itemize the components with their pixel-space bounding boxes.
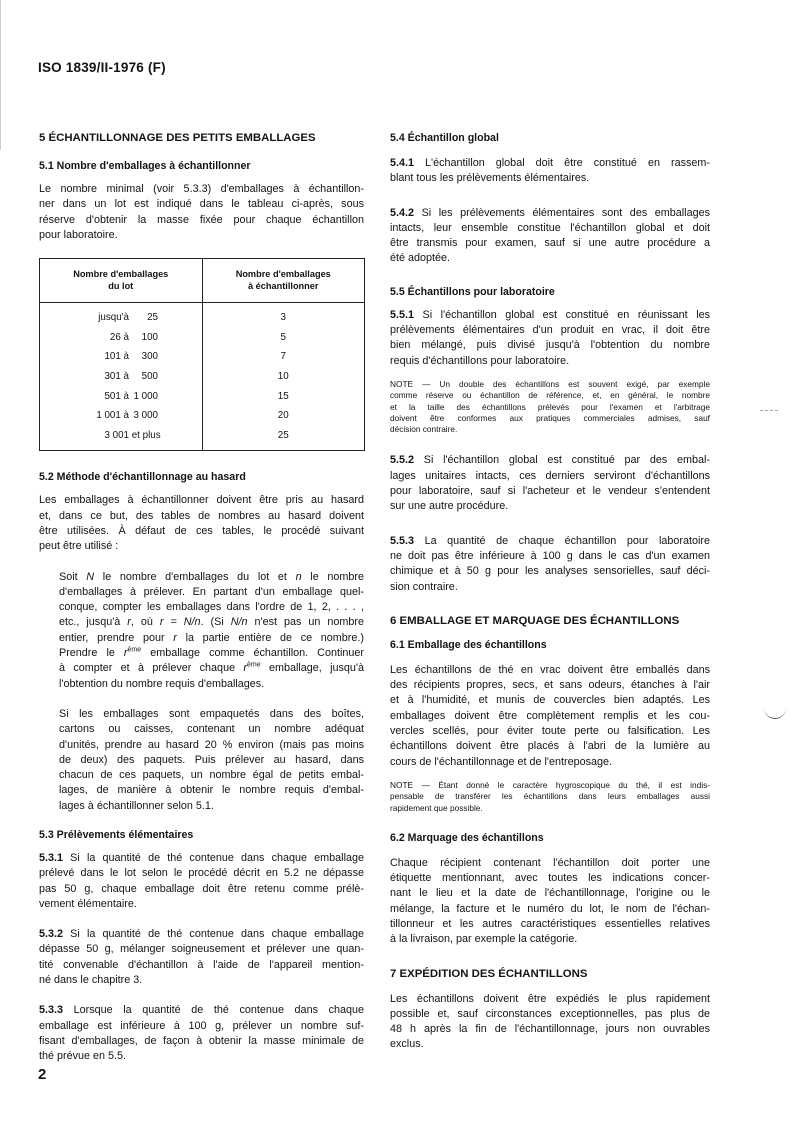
right-column bbox=[390, 132, 710, 1068]
paragraph-5-3-3: 5.3.3 Lorsque la quantité de thé contenue dans chaque emballage est inférieure à 100 g, prélever un nombre suf- fisant d'emballages, de façon à obtenir la masse minimale de thé prévue en 5.5. bbox=[39, 1004, 364, 1063]
table-cell: 15 bbox=[277, 390, 289, 402]
margin-mark bbox=[760, 410, 778, 412]
page-edge-line bbox=[0, 0, 1, 150]
section-5-1-heading: 5.1 Nombre d'emballages à échantillonner bbox=[39, 160, 251, 172]
table-cell: 1 001 à 3 000 bbox=[96, 410, 158, 422]
header-lot-size: Nombre d'emballages du lot bbox=[40, 259, 203, 302]
note-6-1: NOTE — Étant donné le caractère hygroscopique du thé, il est indis- pensable de transférer les échantillons dans leurs emballages aussi rapidement que possible. bbox=[390, 779, 710, 813]
table-cell: 501 à 1 000 bbox=[104, 390, 158, 402]
table-cell: 26 à 100 bbox=[109, 331, 158, 343]
margin-mark bbox=[764, 708, 786, 719]
paragraph-5-2-intro: Les emballages à échantillonner doivent être pris au hasard et, dans ce but, des tables de nombres au hasard doivent être utilisées. À défaut de ces tables, le procédé suivant peut être utilisé : bbox=[39, 494, 364, 553]
paragraph-7: Les échantillons doivent être expédiés le plus rapidement possible et, sauf circonstances exceptionnelles, pas plus de 48 h après la fin de l'échantillonnage, jours non ouvrables exclus. bbox=[390, 992, 710, 1051]
table-cell: jusqu'à 25 bbox=[98, 312, 158, 324]
section-5-2-heading: 5.2 Méthode d'échantillonnage au hasard bbox=[39, 471, 246, 484]
section-6-2-heading: 6.2 Marquage des échantillons bbox=[390, 831, 544, 844]
paragraph-6-2: Chaque récipient contenant l'échantillon doit porter une étiquette mentionnant, avec toutes les indications concer- nant le lieu et la date de l'échantillonnage, l'origine ou le mélange, la facture et le numéro du lot, le nom de l'échan- tillonneur et les autres caractéristiques essentielles relatives à la livraison, par exemple la catégorie. bbox=[390, 856, 710, 946]
paragraph-5-2-boxes: Si les emballages sont empaquetés dans des boîtes, cartons ou caisses, contenant un nombre adéquat d'unités, prendre au hasard 20 % environ (mais pas moins de deux) des paquets. Puis prélever au hasard, dans chacun de ces paquets, un nombre égal de petits embal- lages, de manière à obtenir le nombre requis d'embal- lages à échantillonner selon 5.1. bbox=[59, 707, 364, 812]
section-5-heading: 5 ÉCHANTILLONNAGE DES PETITS EMBALLAGES bbox=[39, 132, 316, 144]
paragraph-5-4-1: 5.4.1 L'échantillon global doit être constitué en rassem- blant tous les prélèvements élémentaires. bbox=[390, 157, 710, 185]
section-7-heading: 7 EXPÉDITION DES ÉCHANTILLONS bbox=[390, 967, 588, 980]
section-5-5-heading: 5.5 Échantillons pour laboratoire bbox=[390, 285, 555, 298]
table-cell: 20 bbox=[277, 410, 289, 422]
sample-count-table bbox=[39, 258, 365, 451]
page-number: 2 bbox=[38, 1066, 47, 1083]
table-cell: 301 à 500 bbox=[104, 370, 158, 382]
paragraph-5-5-3: 5.5.3 La quantité de chaque échantillon pour laboratoire ne doit pas être inférieure à 100 g dans le cas d'un examen chimique et à 50 g pour les analyses sensorielles, sauf déci- sion contraire. bbox=[390, 534, 710, 593]
table-cell: 5 bbox=[280, 331, 286, 343]
paragraph-5-2-procedure: Soit N le nombre d'emballages du lot et n le nombre d'emballages à prélever. En partant d'un emballage quel- conque, compter les emballages dans l'ordre de 1, 2, . . . , etc., jusqu'à r, où r = N/n. (Si N/n n'est pas un nombre entier, prendre pour r la partie entière de ce nombre.) Prendre le $r^{ème}$ emballage comme échantillon. Continuer à compter et à prélever chaque $r^{ème}$ emballage, jusqu'à l'obtention du nombre requis d'emballages. bbox=[59, 570, 365, 690]
table-cell: 3 001 et plus bbox=[104, 429, 161, 441]
paragraph-5-1: Le nombre minimal (voir 5.3.3) d'emballages à échantillon- ner dans un lot est indiqué dans le tableau ci-après, sous réserve d'obtenir la masse fixée pour chaque échantillon pour laboratoire. bbox=[39, 183, 364, 241]
table-cell: 7 bbox=[280, 351, 286, 363]
header-sample-count: Nombre d'emballages à échantillonner bbox=[235, 269, 331, 292]
left-column bbox=[39, 132, 364, 1080]
section-5-4-heading: 5.4 Échantillon global bbox=[390, 132, 499, 144]
paragraph-5-3-2: 5.3.2 Si la quantité de thé contenue dans chaque emballage dépasse 50 g, mélanger soigneusement et prélever une quan- tité convenable d'échantillon à l'aide de l'appareil mention- né dans le chapitre 3. bbox=[39, 928, 364, 987]
table-header bbox=[40, 259, 364, 303]
paragraph-5-5-2: 5.5.2 Si l'échantillon global est constitué par des embal- lages unitaires intacts, ces derniers serviront d'échantillons pour laboratoire, sauf si l'acheteur et le vendeur s'entendent sur une autre procédure. bbox=[390, 454, 710, 513]
table-cell: 10 bbox=[277, 370, 289, 382]
document-code: ISO 1839/II-1976 (F) bbox=[38, 60, 166, 75]
table-cell: 25 bbox=[277, 429, 289, 441]
table-body bbox=[40, 303, 364, 450]
note-5-5: NOTE — Un double des échantillons est souvent exigé, par exemple comme réserve ou échantillon de référence, et, en général, le nombre et la taille des échantillons prélevés pour l'examen et l'arbitrage doivent être conformes aux pratiques commerciales admises, sauf décision contraire. bbox=[390, 378, 710, 435]
section-6-heading: 6 EMBALLAGE ET MARQUAGE DES ÉCHANTILLONS bbox=[390, 614, 680, 627]
paragraph-5-5-1: 5.5.1 Si l'échantillon global est constitué en réunissant les prélèvements élémentaires d'un produit en vrac, il doit être bien mélangé, puis divisé jusqu'à l'obtention du nombre requis d'échantillons pour laboratoire. bbox=[390, 308, 710, 367]
table-cell: 101 à 300 bbox=[104, 351, 158, 363]
column-sample-count bbox=[203, 303, 365, 450]
section-6-1-heading: 6.1 Emballage des échantillons bbox=[390, 638, 547, 651]
paragraph-6-1: Les échantillons de thé en vrac doivent être emballés dans des récipients propres, secs, et sans odeurs, étanches à l'air et à l'humidité, et munis de couvercles bien adaptés. Les emballages doivent être complètement remplis et les cou- vercles scellés, pour éviter toute perte ou falsification. Les échantillons doivent être placés à l'abri de la lumière au cours de l'échantillonnage et de l'entreposage. bbox=[390, 663, 710, 768]
paragraph-5-4-2: 5.4.2 Si les prélèvements élémentaires sont des emballages intacts, leur ensemble constitue l'échantillon global et doit être transmis pour examen, sauf si une autre procédure a été adoptée. bbox=[390, 206, 710, 265]
section-5-3-heading: 5.3 Prélèvements élémentaires bbox=[39, 828, 194, 841]
table-cell: 3 bbox=[280, 312, 286, 324]
column-lot-size bbox=[40, 303, 203, 450]
paragraph-5-3-1: 5.3.1 Si la quantité de thé contenue dans chaque emballage prélevé dans le lot selon le procédé décrit en 5.2 ne dépasse pas 50 g, chaque emballage doit être retenu comme prélè- vement élémentaire. bbox=[39, 851, 364, 910]
